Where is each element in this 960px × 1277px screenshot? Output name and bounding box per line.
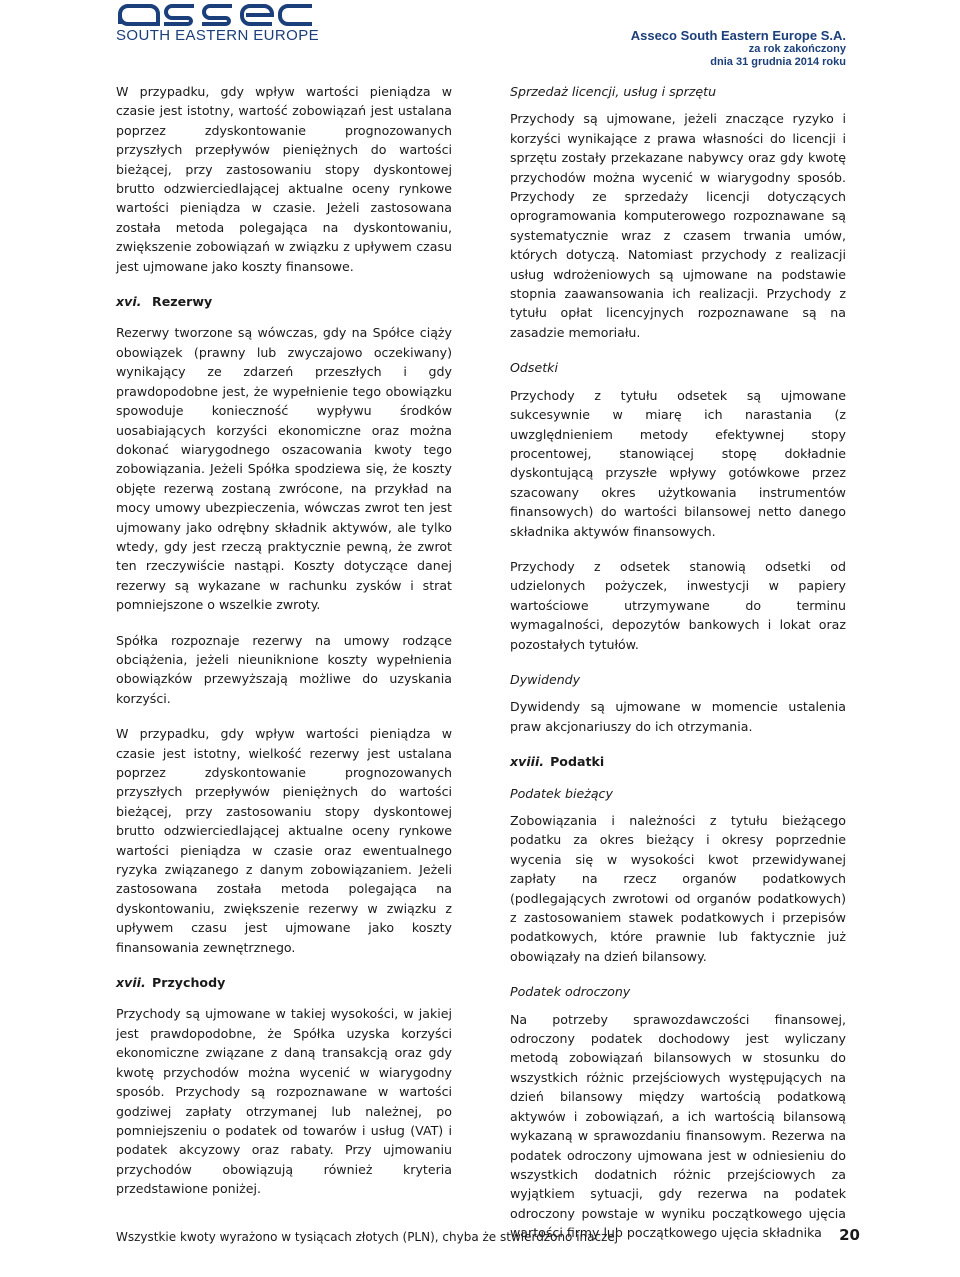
paragraph: W przypadku, gdy wpływ wartości pieniądza w czasie jest istotny, wartość zobowiązań jest ustalana poprzez zdyskontowanie prognozowanych przyszłych przepływów pieniężnych do wartości bieżącej, przy zastosowaniu stopy dyskontowej brutto odzwierciedlającej aktualne oceny rynkowe wartości pieniądza w czasie. Jeżeli zastosowana została metoda polegająca na dyskontowaniu, zwiększenie zobowiązań w związku z upływem czasu jest ujmowane jako koszty finansowe. <box>116 84 452 274</box>
right-column <box>510 82 846 1259</box>
company-logo <box>116 4 326 44</box>
paragraph: Dywidendy są ujmowane w momencie ustalenia praw akcjonariuszy do ich otrzymania. <box>510 699 846 734</box>
footer-note: Wszystkie kwoty wyrażono w tysiącach złotych (PLN), chyba że stwierdzono inaczej <box>116 1230 619 1244</box>
section-number: xvii. <box>116 975 146 991</box>
paragraph: Na potrzeby sprawozdawczości finansowej, odroczony podatek dochodowy jest wyliczany metodą zobowiązań bilansowych w stosunku do wszystkich różnic przejściowych występujących na dzień bilansowy między wartością podatkową aktywów i zobowiązań, a ich wartością bilansową wykazaną w sprawozdaniu finansowym. Rezerwa na podatek odroczony ujmowana jest w odniesieniu do wszystkich dodatnich różnic przejściowych za wyjątkiem sytuacji, gdy rezerwa na podatek odroczony powstaje w wyniku początkowego ujęcia wartości firmy lub początkowego ujęcia składnika <box>510 1011 846 1241</box>
subheading: Podatek bieżący <box>510 785 613 801</box>
paragraph: Zobowiązania i należności z tytułu bieżącego podatku za okres bieżący i okresy poprzednie wycenia się w wysokości kwot przewidywanej zapłaty na rzecz organów podatkowych (podlegających zwrotowi od organów podatkowych) z zastosowaniem stawek podatkowych i przepisów podatkowych, które prawnie lub faktycznie już obowiązały na dzień bilansowy. <box>510 813 846 964</box>
document-header <box>631 28 846 69</box>
paragraph: W przypadku, gdy wpływ wartości pieniądza w czasie jest istotny, wielkość rezerwy jest ustalana poprzez zdyskontowanie prognozowanych przyszłych przepływów pieniężnych do wartości bieżącej, przy zastosowaniu stopy dyskontowej brutto odzwierciedlającej aktualne oceny rynkowe wartości pieniądza w czasie oraz ewentualnego ryzyka związanego z danym zobowiązaniem. Jeżeli zastosowana została metoda polegająca na dyskontowaniu, zwiększenie rezerwy w związku z upływem czasu jest ujmowane jako koszty finansowania zewnętrznego. <box>116 726 452 955</box>
paragraph: Rezerwy tworzone są wówczas, gdy na Spółce ciąży obowiązek (prawny lub zwyczajowo oczekiwany) wynikający ze zdarzeń przeszłych i gdy prawdopodobne jest, że wypełnienie tego obowiązku spowoduje konieczność wypływu środków uosabiających korzyści ekonomiczne oraz można dokonać wiarygodnego oszacowania kwoty tego zobowiązania. Jeżeli Spółka spodziewa się, że koszty objęte rezerwą zostaną zwrócone, na przykład na mocy umowy ubezpieczenia, wówczas zwrot ten jest ujmowany jako odrębny składnik aktywów, ale tylko wtedy, gdy jest rzeczą praktycznie pewną, że zwrot ten rzeczywiście nastąpi. Koszty dotyczące danej rezerwy są wykazane w rachunku zysków i strat pomniejszone o wszelkie zwroty. <box>116 325 452 613</box>
asseco-logo-icon <box>116 4 322 26</box>
section-title: Przychody <box>152 975 226 991</box>
logo-subtitle: SOUTH EASTERN EUROPE <box>116 27 320 44</box>
period-line-2: dnia 31 grudnia 2014 roku <box>710 56 846 68</box>
section-number: xviii. <box>510 754 545 770</box>
paragraph: Przychody są ujmowane, jeżeli znaczące ryzyko i korzyści wynikające z prawa własności do licencji i sprzętu zostały przekazane nabywcy oraz gdy kwotę przychodów można wycenić w wiarygodny sposób. Przychody ze sprzedaży licencji dotyczących oprogramowania komputerowego rozpoznawane są systematycznie wraz z czasem trwania umów, których dotyczą. Natomiast przychody z realizacji usług wdrożeniowych są ujmowane na podstawie stopnia zaawansowania ich realizacji. Przychody z tytułu opłat licencyjnych rozpoznawane są na zasadzie memoriału. <box>510 111 846 340</box>
subheading: Odsetki <box>510 360 558 376</box>
paragraph: Przychody z odsetek stanowią odsetki od udzielonych pożyczek, inwestycji w papiery wartościowe utrzymywane do terminu wymagalności, depozytów bankowych i lokat oraz pozostałych tytułów. <box>510 558 846 652</box>
section-heading-podatki <box>510 752 846 771</box>
paragraph: Przychody z tytułu odsetek są ujmowane sukcesywnie w miarę ich narastania (z uwzględnieniem metody efektywnej stopy procentowej, stanowiącej stopę dokładnie dyskontującą przyszłe wpływy gotówkowe przez szacowany okres użytkowania instrumentów finansowych) do wartości bilansowej netto danego składnika aktywów finansowych. <box>510 387 846 539</box>
section-heading-rezerwy <box>116 292 452 311</box>
company-name: Asseco South Eastern Europe S.A. <box>630 28 846 43</box>
subheading: Dywidendy <box>510 671 581 687</box>
subheading: Podatek odroczony <box>510 984 631 1000</box>
section-heading-przychody <box>116 973 452 992</box>
paragraph: Spółka rozpoznaje rezerwy na umowy rodzące obciążenia, jeżeli nieuniknione koszty wypełnienia obowiązków przewyższają możliwe do uzyskania korzyści. <box>116 632 452 706</box>
paragraph: Przychody są ujmowane w takiej wysokości, w jakiej jest prawdopodobne, że Spółka uzyska korzyści ekonomiczne związane z daną transakcją oraz gdy kwotę przychodów można wycenić w wiarygodny sposób. Przychody są rozpoznawane w wartości godziwej zapłaty otrzymanej lub należnej, po pomniejszeniu o podatek od towarów i usług (VAT) i podatek akcyzowy oraz rabaty. Przy ujmowaniu przychodów obowiązują również kryteria przedstawione poniżej. <box>116 1006 452 1197</box>
section-title: Rezerwy <box>152 294 213 310</box>
subheading: Sprzedaż licencji, usług i sprzętu <box>510 84 717 99</box>
left-column <box>116 82 452 1215</box>
section-title: Podatki <box>550 754 605 770</box>
page-footer <box>116 1226 860 1244</box>
period-line-1: za rok zakończony <box>748 43 846 55</box>
section-number: xvi. <box>116 294 142 310</box>
page-number: 20 <box>839 1226 860 1244</box>
